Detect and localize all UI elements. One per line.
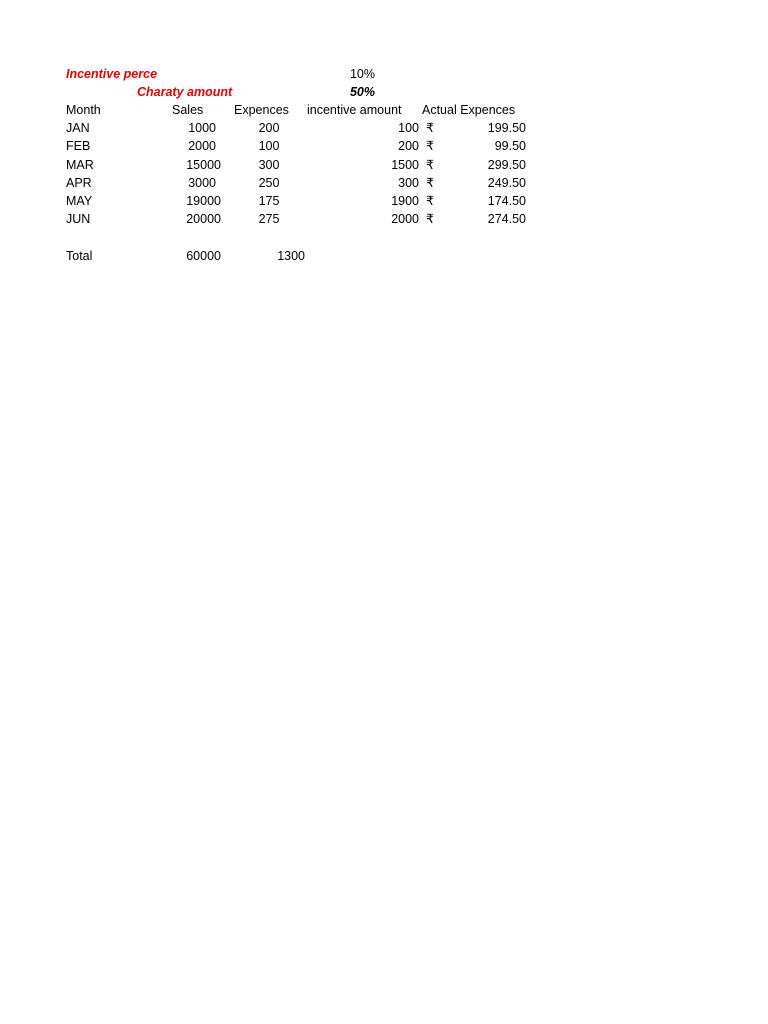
rupee-icon: ₹	[426, 158, 434, 172]
total-expences: 1300	[277, 249, 305, 263]
charity-amount-value: 50%	[349, 85, 375, 99]
rupee-icon: ₹	[426, 194, 434, 208]
table-row-sales: 2000	[188, 139, 216, 153]
table-row-month: FEB	[66, 139, 91, 153]
table-row-actual: 299.50	[487, 158, 526, 172]
header-sales: Sales	[172, 103, 204, 117]
table-row-incentive: 2000	[391, 212, 419, 226]
charity-amount-label: Charaty amount	[137, 85, 233, 99]
table-row-actual: 249.50	[487, 176, 526, 190]
header-month: Month	[66, 103, 101, 117]
table-row-actual: 199.50	[487, 121, 526, 135]
table-row-incentive: 1500	[391, 158, 419, 172]
table-row-actual: 274.50	[487, 212, 526, 226]
table-row-expences: 100	[258, 139, 280, 153]
total-label: Total	[66, 249, 93, 263]
table-row-incentive: 200	[398, 139, 419, 153]
table-row-month: MAY	[66, 194, 93, 208]
table-row-expences: 250	[258, 176, 280, 190]
table-row-sales: 20000	[186, 212, 221, 226]
table-row-incentive: 100	[398, 121, 419, 135]
header-incentive-amount: incentive amount	[307, 103, 402, 117]
table-row-month: APR	[66, 176, 92, 190]
rupee-icon: ₹	[426, 139, 434, 153]
rupee-icon: ₹	[426, 176, 434, 190]
table-row-expences: 200	[258, 121, 280, 135]
table-row-sales: 3000	[188, 176, 216, 190]
table-row-incentive: 1900	[391, 194, 419, 208]
table-row-sales: 1000	[188, 121, 216, 135]
header-expences: Expences	[234, 103, 289, 117]
table-row-incentive: 300	[398, 176, 419, 190]
table-row-actual: 174.50	[487, 194, 526, 208]
table-row-month: MAR	[66, 158, 94, 172]
table-row-expences: 275	[258, 212, 280, 226]
table-row-expences: 300	[258, 158, 280, 172]
total-sales: 60000	[186, 249, 221, 263]
table-row-expences: 175	[258, 194, 280, 208]
incentive-percent-value: 10%	[349, 67, 375, 81]
table-row-actual: 99.50	[494, 139, 526, 153]
rupee-icon: ₹	[426, 212, 434, 226]
table-row-sales: 15000	[186, 158, 221, 172]
header-actual-expences: Actual Expences	[422, 103, 516, 117]
table-row-sales: 19000	[186, 194, 221, 208]
incentive-percent-label: Incentive perce	[66, 67, 158, 81]
table-row-month: JUN	[66, 212, 91, 226]
rupee-icon: ₹	[426, 121, 434, 135]
table-row-month: JAN	[66, 121, 90, 135]
